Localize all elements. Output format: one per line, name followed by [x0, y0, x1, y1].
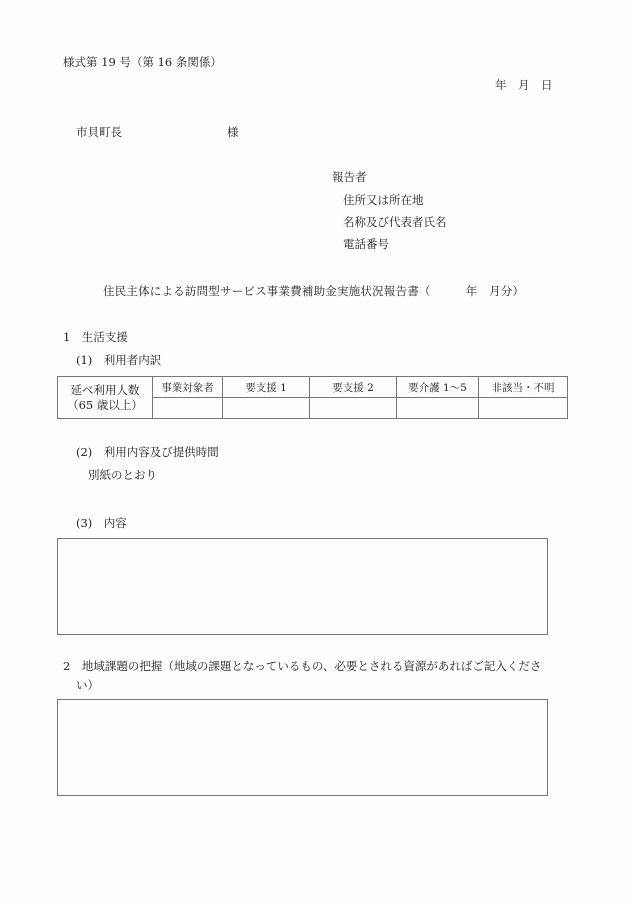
value-cell[interactable]	[310, 398, 397, 419]
section1-heading: 1 生活支援	[63, 330, 128, 344]
regional-issues-box[interactable]	[57, 699, 548, 796]
section2-heading-line1: 2 地域課題の把握（地域の課題となっているもの、必要とされる資源があればご記入くださ	[63, 659, 542, 673]
section1-sub2-heading: (2) 利用内容及び提供時間	[76, 445, 219, 459]
row-header	[58, 377, 153, 419]
user-breakdown-table	[57, 376, 568, 419]
section1-sub2-note: 別紙のとおり	[88, 468, 157, 482]
row-header-line2: （65 歳以上）	[67, 397, 143, 412]
column-header: 要介護 1〜5	[397, 377, 479, 398]
reporter-label: 報告者	[332, 170, 367, 184]
date-line: 年 月 日	[495, 78, 553, 92]
addressee-honorific: 様	[227, 125, 239, 139]
addressee-name: 市貝町長	[76, 125, 122, 139]
value-cell[interactable]	[479, 398, 568, 419]
value-cell[interactable]	[223, 398, 310, 419]
value-cell[interactable]	[153, 398, 223, 419]
content-box[interactable]	[57, 538, 548, 635]
column-header: 非該当・不明	[479, 377, 568, 398]
document-title: 住民主体による訪問型サービス事業費補助金実施状況報告書（ 年 月分）	[103, 284, 525, 298]
column-header: 事業対象者	[153, 377, 223, 398]
reporter-phone-label: 電話番号	[343, 237, 389, 251]
table-header-row	[58, 377, 568, 398]
row-header-line1: 延べ利用人数	[70, 382, 140, 397]
value-cell[interactable]	[397, 398, 479, 419]
form-number: 様式第 19 号（第 16 条関係）	[63, 55, 222, 69]
section1-sub1-heading: (1) 利用者内訳	[76, 353, 162, 367]
column-header: 要支援 2	[310, 377, 397, 398]
reporter-name-label: 名称及び代表者氏名	[343, 215, 447, 229]
column-header: 要支援 1	[223, 377, 310, 398]
section2-heading-line2: い）	[76, 678, 99, 692]
reporter-address-label: 住所又は所在地	[343, 193, 424, 207]
section1-sub3-heading: (3) 内容	[76, 516, 127, 530]
